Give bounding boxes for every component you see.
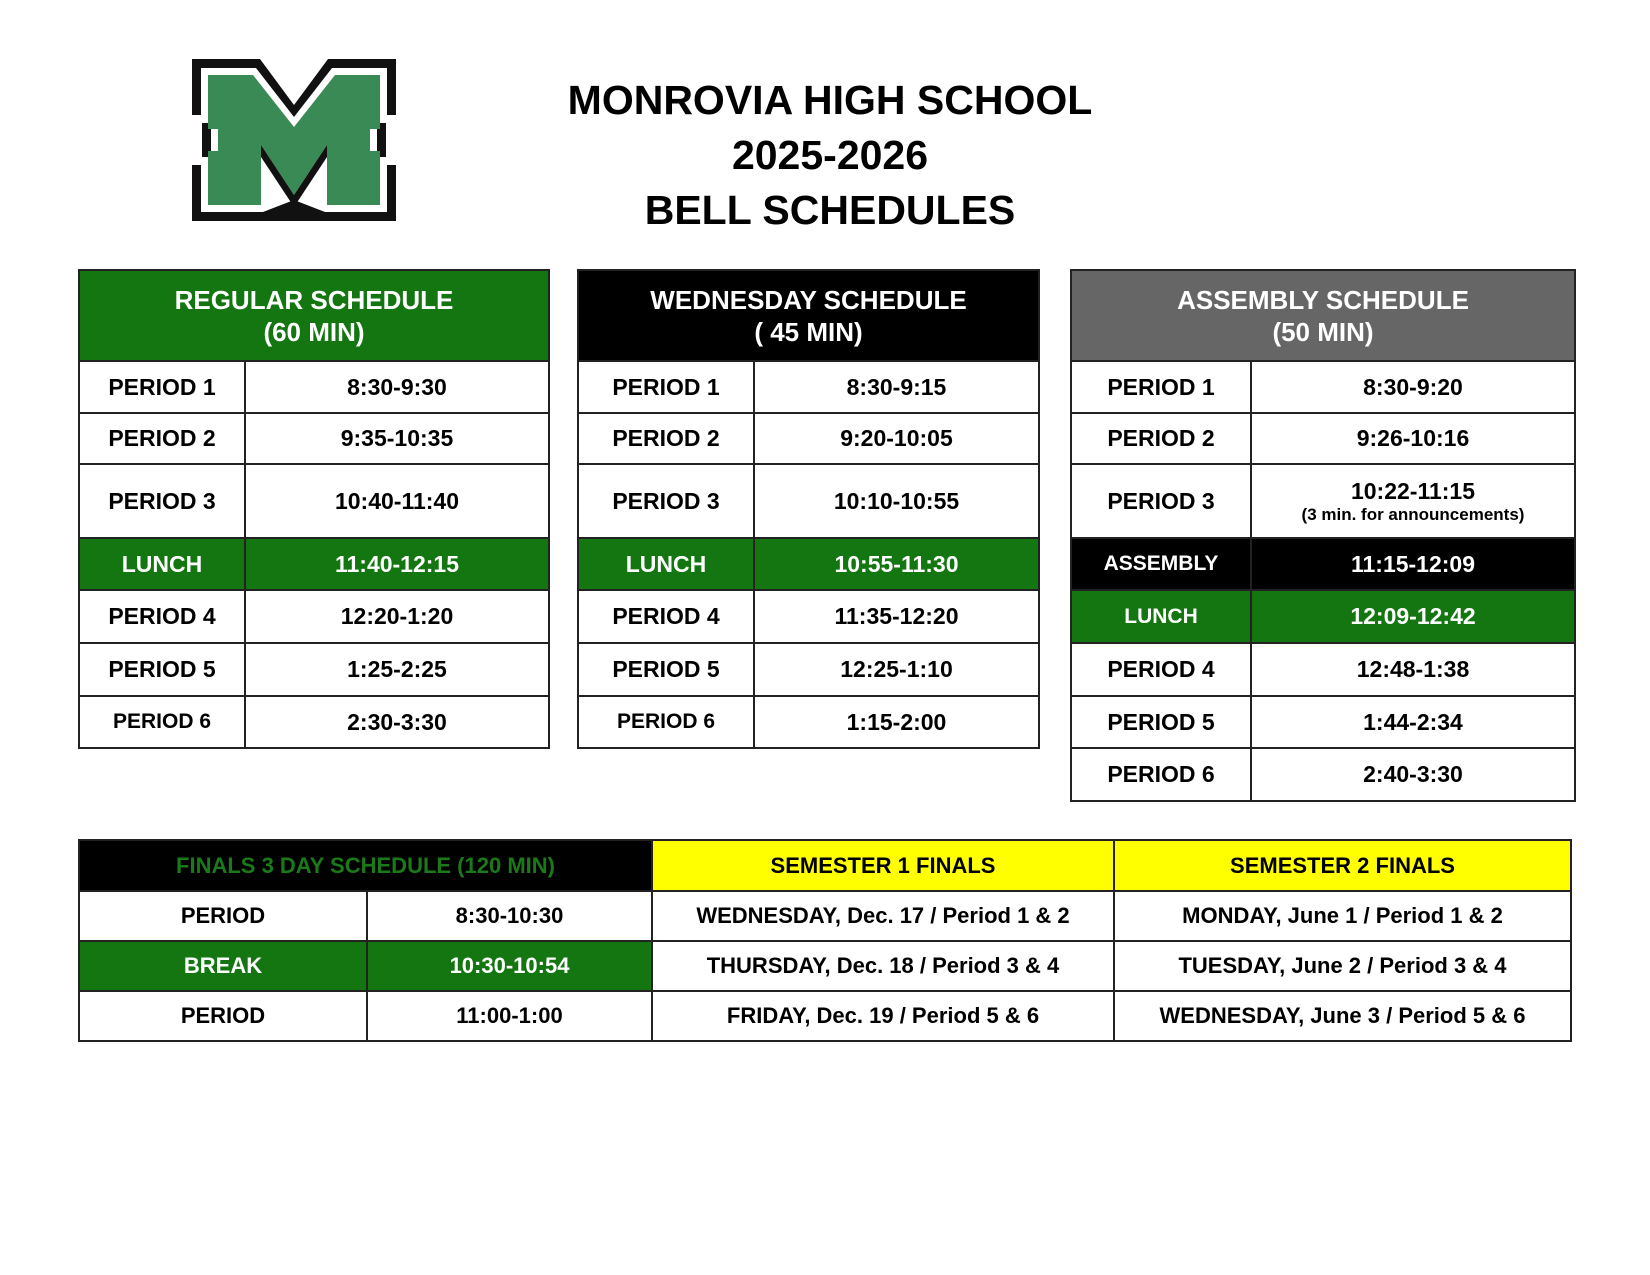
table-cell: PERIOD bbox=[79, 891, 367, 941]
table-cell: 10:40-11:40 bbox=[245, 464, 549, 538]
table-cell: BREAK bbox=[79, 941, 367, 991]
table-cell: 2:30-3:30 bbox=[245, 696, 549, 748]
table-cell: PERIOD bbox=[79, 991, 367, 1041]
table-cell: PERIOD 2 bbox=[1071, 413, 1251, 464]
table-row bbox=[1071, 696, 1575, 748]
table-row bbox=[79, 643, 549, 696]
table-cell: 1:44-2:34 bbox=[1251, 696, 1575, 748]
lunch-row bbox=[578, 538, 1039, 590]
document-title: BELL SCHEDULES bbox=[644, 187, 1016, 233]
table-cell: PERIOD 5 bbox=[79, 643, 245, 696]
table-row bbox=[578, 413, 1039, 464]
table-row bbox=[79, 413, 549, 464]
finals-header: FINALS 3 DAY SCHEDULE (120 MIN) bbox=[79, 840, 652, 891]
table-row bbox=[79, 991, 1571, 1041]
table-cell: 12:25-1:10 bbox=[754, 643, 1039, 696]
school-name: MONROVIA HIGH SCHOOL bbox=[567, 77, 1093, 123]
page-title bbox=[480, 73, 1180, 238]
school-logo-m bbox=[190, 57, 398, 223]
table-cell: 8:30-9:20 bbox=[1251, 361, 1575, 413]
table-cell: WEDNESDAY, June 3 / Period 5 & 6 bbox=[1114, 991, 1571, 1041]
wednesday-schedule-header: WEDNESDAY SCHEDULE ( 45 MIN) bbox=[578, 270, 1039, 361]
lunch-row bbox=[79, 538, 549, 590]
table-cell: 8:30-10:30 bbox=[367, 891, 652, 941]
table-cell: 12:48-1:38 bbox=[1251, 643, 1575, 696]
regular-schedule-table bbox=[78, 269, 550, 749]
table-cell: ASSEMBLY bbox=[1071, 538, 1251, 590]
table-cell: 12:20-1:20 bbox=[245, 590, 549, 643]
table-cell: 1:15-2:00 bbox=[754, 696, 1039, 748]
table-row bbox=[79, 941, 1571, 991]
table-cell: LUNCH bbox=[1071, 590, 1251, 643]
lunch-row bbox=[1071, 590, 1575, 643]
table-row bbox=[79, 590, 549, 643]
table-cell: 12:09-12:42 bbox=[1251, 590, 1575, 643]
table-row bbox=[79, 891, 1571, 941]
table-row bbox=[1071, 413, 1575, 464]
wednesday-schedule-table bbox=[577, 269, 1040, 749]
table-cell: 10:10-10:55 bbox=[754, 464, 1039, 538]
table-row bbox=[578, 464, 1039, 538]
table-cell: FRIDAY, Dec. 19 / Period 5 & 6 bbox=[652, 991, 1114, 1041]
table-cell: PERIOD 3 bbox=[1071, 464, 1251, 538]
table-cell: 9:26-10:16 bbox=[1251, 413, 1575, 464]
table-cell: PERIOD 3 bbox=[79, 464, 245, 538]
table-cell: PERIOD 5 bbox=[1071, 696, 1251, 748]
table-cell: 11:35-12:20 bbox=[754, 590, 1039, 643]
regular-schedule-header: REGULAR SCHEDULE (60 MIN) bbox=[79, 270, 549, 361]
assembly-schedule-header: ASSEMBLY SCHEDULE (50 MIN) bbox=[1071, 270, 1575, 361]
table-cell: 10:30-10:54 bbox=[367, 941, 652, 991]
assembly-schedule-table bbox=[1070, 269, 1576, 802]
table-row bbox=[79, 696, 549, 748]
table-cell: 9:20-10:05 bbox=[754, 413, 1039, 464]
table-cell: PERIOD 6 bbox=[1071, 748, 1251, 801]
table-cell: 10:55-11:30 bbox=[754, 538, 1039, 590]
announcement-note: (3 min. for announcements) bbox=[1301, 504, 1525, 524]
table-cell: PERIOD 6 bbox=[79, 696, 245, 748]
table-cell: PERIOD 3 bbox=[578, 464, 754, 538]
table-cell: 2:40-3:30 bbox=[1251, 748, 1575, 801]
table-cell: PERIOD 4 bbox=[578, 590, 754, 643]
table-cell: PERIOD 4 bbox=[79, 590, 245, 643]
table-cell: PERIOD 2 bbox=[79, 413, 245, 464]
table-row bbox=[1071, 748, 1575, 801]
table-cell: 1:25-2:25 bbox=[245, 643, 549, 696]
table-cell: PERIOD 1 bbox=[578, 361, 754, 413]
table-cell: 11:00-1:00 bbox=[367, 991, 652, 1041]
table-cell: LUNCH bbox=[79, 538, 245, 590]
table-cell: PERIOD 1 bbox=[79, 361, 245, 413]
table-cell: LUNCH bbox=[578, 538, 754, 590]
table-cell: MONDAY, June 1 / Period 1 & 2 bbox=[1114, 891, 1571, 941]
table-row bbox=[578, 590, 1039, 643]
table-row bbox=[578, 696, 1039, 748]
table-cell: WEDNESDAY, Dec. 17 / Period 1 & 2 bbox=[652, 891, 1114, 941]
finals-schedule-table bbox=[78, 839, 1572, 1042]
table-cell: PERIOD 6 bbox=[578, 696, 754, 748]
table-cell: THURSDAY, Dec. 18 / Period 3 & 4 bbox=[652, 941, 1114, 991]
table-cell: PERIOD 1 bbox=[1071, 361, 1251, 413]
table-cell: PERIOD 2 bbox=[578, 413, 754, 464]
table-cell: 11:15-12:09 bbox=[1251, 538, 1575, 590]
table-row bbox=[578, 643, 1039, 696]
table-cell: TUESDAY, June 2 / Period 3 & 4 bbox=[1114, 941, 1571, 991]
table-row bbox=[1071, 361, 1575, 413]
table-row bbox=[578, 361, 1039, 413]
table-cell: 10:22-11:15 (3 min. for announcements) bbox=[1251, 464, 1575, 538]
semester-1-header: SEMESTER 1 FINALS bbox=[652, 840, 1114, 891]
table-cell: 9:35-10:35 bbox=[245, 413, 549, 464]
table-cell: 8:30-9:30 bbox=[245, 361, 549, 413]
table-row bbox=[79, 464, 549, 538]
table-row bbox=[1071, 464, 1575, 538]
semester-2-header: SEMESTER 2 FINALS bbox=[1114, 840, 1571, 891]
table-cell: 11:40-12:15 bbox=[245, 538, 549, 590]
table-row bbox=[1071, 643, 1575, 696]
table-cell: PERIOD 4 bbox=[1071, 643, 1251, 696]
table-cell: PERIOD 5 bbox=[578, 643, 754, 696]
table-row bbox=[79, 361, 549, 413]
table-cell: 8:30-9:15 bbox=[754, 361, 1039, 413]
school-year: 2025-2026 bbox=[731, 132, 929, 178]
assembly-row bbox=[1071, 538, 1575, 590]
